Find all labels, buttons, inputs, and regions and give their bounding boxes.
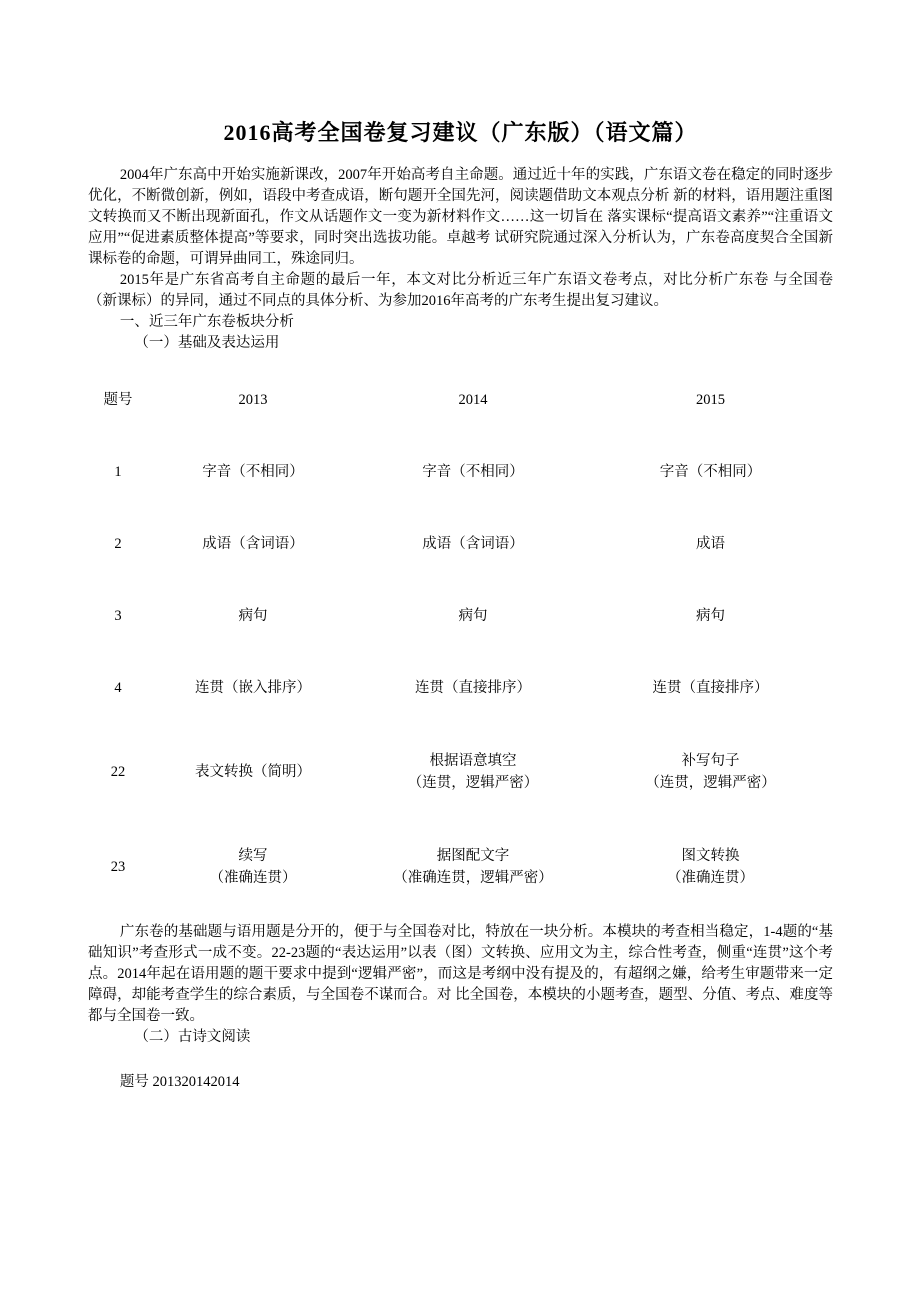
cell-2015 xyxy=(588,845,833,889)
cell-2015 xyxy=(588,605,833,627)
cell-2014 xyxy=(358,750,588,794)
cell-2013 xyxy=(148,677,358,699)
col-header-2014: 2014 xyxy=(458,392,488,408)
cell-line: 成语（含词语） xyxy=(422,536,524,552)
cell-line: 病句 xyxy=(696,608,725,624)
paragraph-overview: 2015年是广东省高考自主命题的最后一年，本文对比分析近三年广东语文卷考点，对比分析广东卷 与全国卷（新课标）的异同，通过不同点的具体分析、为参加2016年高考的广东考生提出复习建议。 xyxy=(88,272,833,309)
cell-2015 xyxy=(588,533,833,555)
cell-line: 成语（含词语） xyxy=(202,536,304,552)
document-title: 2016高考全国卷复习建议（广东版）（语文篇） xyxy=(223,120,698,145)
subsection-heading-basics: （一）基础及表达运用 xyxy=(134,335,280,351)
table-row-q4 xyxy=(88,652,833,724)
cell-line: （连贯，逻辑严密） xyxy=(407,774,539,791)
cell-line: 表文转换（简明） xyxy=(195,763,311,780)
cell-2014 xyxy=(358,605,588,627)
col-header-2015: 2015 xyxy=(696,392,725,408)
cell-line: 病句 xyxy=(458,608,488,624)
cell-2013 xyxy=(148,533,358,555)
cell-line: 补写句子 xyxy=(681,752,740,769)
table-row-q22 xyxy=(88,724,833,819)
cell-2013 xyxy=(148,605,358,627)
cell-line: （准确连贯） xyxy=(667,869,754,886)
cell-line: 连贯（直接排序） xyxy=(415,680,531,696)
table-row-q23 xyxy=(88,819,833,914)
exam-points-table xyxy=(88,364,833,914)
cell-question-number: 23 xyxy=(110,858,126,875)
cell-2013 xyxy=(148,461,358,483)
cell-line: 图文转换 xyxy=(681,847,740,864)
col-header-question-number: 题号 xyxy=(103,392,133,408)
table-header-row xyxy=(88,364,833,436)
cell-line: 成语 xyxy=(696,536,725,552)
cell-2014 xyxy=(358,677,588,699)
cell-line: 字音（不相同） xyxy=(659,464,762,480)
cell-question-number: 3 xyxy=(114,608,122,624)
cell-2014 xyxy=(358,845,588,889)
paragraph-intro: 2004年广东高中开始实施新课改，2007年开始高考自主命题。通过近十年的实践，广东语文卷在稳定的同时逐步优化，不断微创新，例如，语段中考查成语，断句题开全国先河，阅读题借助文本观点分析 新的材料，语用题注重图文转换而又不断出现新面孔，作文从话题作文一变为新材料作文……这一切旨在 落实课标“提高语文素养”“注重语文应用”“促进素质整体提高”等要求，同时突出选拔功能。卓越考 试研究院通过深入分析认为，广东卷高度契合全国新课标卷的命题，可谓异曲同工，殊途同归。 xyxy=(88,167,833,267)
col-header-2013: 2013 xyxy=(238,392,268,408)
cell-line: （准确连贯） xyxy=(209,869,297,886)
cell-2015 xyxy=(588,677,833,699)
cell-line: 据图配文字 xyxy=(436,847,510,864)
cell-2015 xyxy=(588,750,833,794)
cell-2013 xyxy=(148,845,358,889)
cell-line: 字音（不相同） xyxy=(422,464,524,480)
cell-line: 根据语意填空 xyxy=(429,752,517,769)
cell-question-number: 2 xyxy=(114,536,122,552)
table-row-q3 xyxy=(88,580,833,652)
cell-line: （准确连贯，逻辑严密） xyxy=(393,869,553,886)
cell-question-number: 4 xyxy=(114,680,122,696)
cell-line: （连贯，逻辑严密） xyxy=(645,774,776,791)
subsection-heading-classics: （二）古诗文阅读 xyxy=(134,1029,251,1045)
cell-line: 病句 xyxy=(238,608,268,624)
table-row-q2 xyxy=(88,508,833,580)
table-row-q1 xyxy=(88,436,833,508)
paragraph-analysis: 广东卷的基础题与语用题是分开的，便于与全国卷对比，特放在一块分析。本模块的考查相当稳定，1-4题的“基础知识”考查形式一成不变。22-23题的“表达运用”以表（图）文转换、应用文为主，综合性考查，侧重“连贯”这个考点。2014年起在语用题的题干要求中提到“逻辑严密”，而这是考纲中没有提及的，有超纲之嫌，给考生审题带来一定障碍，却能考查学生的综合素质，与全国卷不谋而合。对 比全国卷，本模块的小题考查，题型、分值、考点、难度等都与全国卷一致。 xyxy=(88,924,833,1024)
cell-line: 连贯（直接排序） xyxy=(652,680,769,696)
cell-line: 连贯（嵌入排序） xyxy=(195,680,311,696)
section-heading-block-analysis: 一、近三年广东卷板块分析 xyxy=(119,314,294,330)
next-table-caption: 题号 201320142014 xyxy=(119,1074,240,1090)
cell-2014 xyxy=(358,461,588,483)
cell-2013 xyxy=(148,761,358,783)
cell-question-number: 1 xyxy=(114,464,122,480)
cell-2014 xyxy=(358,533,588,555)
cell-line: 字音（不相同） xyxy=(202,464,304,480)
cell-line: 续写 xyxy=(238,847,268,864)
cell-question-number: 22 xyxy=(110,763,126,780)
cell-2015 xyxy=(588,461,833,483)
